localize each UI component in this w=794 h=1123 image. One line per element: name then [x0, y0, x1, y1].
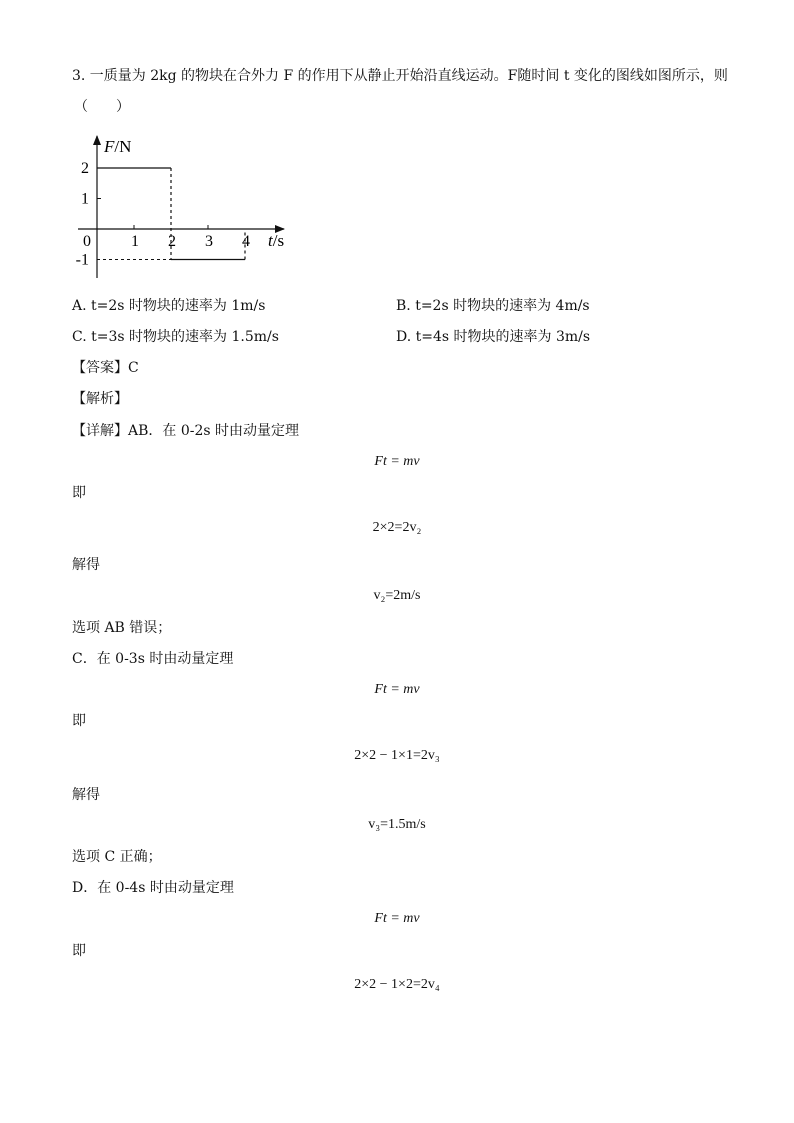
equation-1: Ft = mv [374, 454, 420, 469]
x-axis-label: t/s [268, 231, 285, 250]
equation-7: Ft = mv [374, 911, 420, 926]
equation-8: 2×2 − 1×2=2v₄ [354, 977, 440, 992]
y-axis-label: F/N [104, 137, 132, 156]
ji-3: 即 [72, 943, 86, 959]
option-a: A. t=2s 时物块的速率为 1m/s [72, 298, 266, 314]
answer-label: 【答案】C [72, 360, 139, 376]
y-tick-label--1: -1 [75, 251, 89, 269]
detail-ab: 【详解】AB．在 0-2s 时由动量定理 [72, 423, 300, 439]
x-tick-label-1: 1 [131, 233, 139, 250]
jiede-2: 解得 [72, 787, 100, 803]
equation-5: 2×2 − 1×1=2v₃ [354, 748, 440, 763]
y-tick-label-2: 2 [81, 160, 89, 177]
detail-d: D．在 0-4s 时由动量定理 [72, 880, 234, 896]
option-d: D. t=4s 时物块的速率为 3m/s [396, 329, 591, 345]
option-c: C. t=3s 时物块的速率为 1.5m/s [72, 329, 279, 345]
conclusion-c: 选项 C 正确； [72, 849, 162, 865]
x-tick-label-4: 4 [242, 233, 250, 250]
ji-2: 即 [72, 713, 86, 729]
equation-2: 2×2=2v₂ [372, 520, 422, 535]
x-tick-label-2: 2 [168, 233, 176, 250]
ji-1: 即 [72, 485, 86, 501]
equation-6: v₃=1.5m/s [368, 817, 426, 832]
option-b: B. t=2s 时物块的速率为 4m/s [396, 298, 590, 314]
equation-4: Ft = mv [374, 682, 420, 697]
force-time-graph [68, 128, 308, 278]
answer-blank: （ ） [74, 99, 130, 115]
x-tick-label-3: 3 [205, 233, 213, 250]
y-tick-label-1: 1 [81, 190, 89, 208]
jiede-1: 解得 [72, 557, 100, 573]
x-tick-label-0: 0 [83, 233, 91, 250]
analysis-label: 【解析】 [72, 391, 128, 407]
conclusion-ab: 选项 AB 错误； [72, 620, 172, 636]
equation-3: v₂=2m/s [373, 588, 421, 603]
detail-c: C．在 0-3s 时由动量定理 [72, 651, 234, 667]
question-text: 3. 一质量为 2kg 的物块在合外力 F 的作用下从静止开始沿直线运动。F随时间 t 变化的图线如图所示，则 [72, 68, 728, 84]
